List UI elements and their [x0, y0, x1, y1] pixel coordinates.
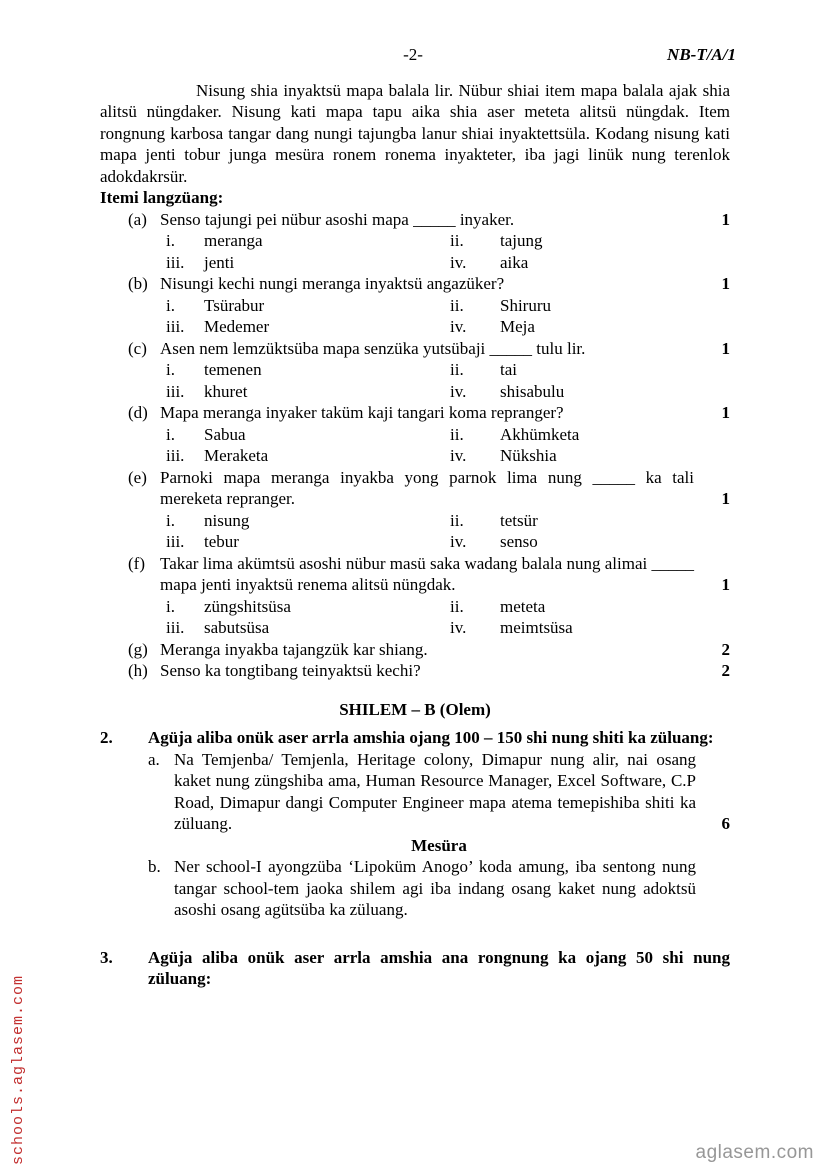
option-number: iii. — [166, 252, 185, 272]
question-number: 3. — [100, 947, 113, 967]
question-label: (h) — [128, 661, 148, 680]
question-text: Meranga inyakba tajangzük kar shiang. — [160, 639, 428, 659]
question-2 — [100, 727, 730, 921]
or-separator-label: Mesüra — [411, 835, 467, 855]
question-number: 2. — [100, 728, 113, 747]
option-number: iv. — [450, 446, 467, 465]
question-label: (b) — [128, 274, 148, 293]
question-label: (d) — [128, 403, 148, 422]
question-text: Takar lima akümtsü asoshi nübur masü saka wadang balala nung alimai _____ mapa jenti inyaktsü renema alitsü nüngdak. — [160, 553, 694, 594]
question-marks: 1 — [721, 338, 730, 358]
option-text: khuret — [204, 381, 248, 401]
option-number: iv. — [450, 381, 467, 401]
question-marks: 2 — [721, 661, 730, 680]
option-text: Nükshia — [500, 446, 557, 465]
part-a-heading: Itemi langzüang: — [100, 188, 224, 207]
bottom-right-watermark: aglasem.com — [695, 1141, 814, 1163]
option-number: i. — [166, 360, 175, 379]
option-number: iii. — [166, 317, 185, 336]
options-grid — [166, 230, 730, 273]
page-content — [100, 80, 730, 990]
option-text: Shiruru — [500, 295, 551, 315]
question-marks: 1 — [721, 575, 730, 594]
question-marks: 1 — [721, 274, 730, 293]
option-text: sabutsüsa — [204, 618, 270, 637]
option-number: iv. — [450, 252, 467, 272]
option-number: iii. — [166, 532, 185, 551]
intro-paragraph: Nisung shia inyaktsü mapa balala lir. Nübur shiai item mapa balala ajak shia alitsü nüngdaker. Nisung kati mapa tapu aika shia aser meteta alitsü nüngdak. Item rongnung karbosa tangar dang nungi tajungba lanur shiai inyaktettsüla. Kodang nisung kati mapa jenti tobur junga mesüra ronem ronema inyakteter, iba jagi linük nung terenlok adokdakrsür. — [100, 80, 730, 186]
paper-code: NB-T/A/1 — [667, 45, 736, 64]
option-text: Akhümketa — [500, 424, 580, 444]
option-number: i. — [166, 295, 175, 315]
options-grid — [166, 359, 730, 402]
options-grid — [166, 424, 730, 467]
sub-question-a — [148, 749, 730, 835]
option-number: iii. — [166, 446, 185, 465]
option-text: tetsür — [500, 510, 538, 530]
option-text: tai — [500, 360, 517, 379]
question-label: (f) — [128, 553, 145, 573]
question-row — [128, 639, 730, 661]
option-number: iv. — [450, 532, 467, 551]
question-prompt: Agüja aliba onük aser arrla amshia ana rongnung ka ojang 50 shi nung züluang: — [148, 947, 730, 988]
question-text: Asen nem lemzüktsüba mapa senzüka yutsübaji _____ tulu lir. — [160, 338, 586, 358]
option-text: Sabua — [204, 424, 246, 444]
question-prompt: Agüja aliba onük aser arrla amshia ojang 100 – 150 shi nung shiti ka züluang: — [148, 728, 714, 747]
option-text: züngshitsüsa — [204, 596, 291, 616]
option-number: ii. — [450, 360, 464, 379]
sub-question-text: Ner school-I ayongzüba ‘Lipoküm Anogo’ koda amung, iba sentong nung tangar school-tem jaoka shilem agi iba indang osang kaket nung adoktsü asoshi osang agütsüba ka züluang. — [174, 857, 696, 919]
option-text: temenen — [204, 360, 262, 379]
option-number: iii. — [166, 381, 185, 401]
question-row — [128, 338, 730, 360]
option-text: meimtsüsa — [500, 618, 573, 637]
question-label: (g) — [128, 639, 148, 659]
question-marks: 6 — [721, 814, 730, 833]
question-label: (e) — [128, 467, 147, 487]
option-number: ii. — [450, 596, 464, 616]
option-number: iv. — [450, 317, 467, 336]
question-label: (a) — [128, 209, 147, 229]
question-text: Senso tajungi pei nübur asoshi mapa _____ inyaker. — [160, 209, 515, 229]
question-row — [128, 553, 730, 596]
question-text: Senso ka tongtibang teinyaktsü kechi? — [160, 661, 421, 680]
option-number: ii. — [450, 295, 464, 315]
question-marks: 1 — [721, 489, 730, 508]
option-number: i. — [166, 231, 175, 250]
question-text: Nisungi kechi nungi meranga inyaktsü angazüker? — [160, 274, 505, 293]
option-text: nisung — [204, 510, 250, 530]
option-text: Medemer — [204, 317, 270, 336]
option-text: meteta — [500, 596, 546, 616]
question-row — [128, 209, 730, 231]
page-header — [0, 0, 826, 66]
option-text: tebur — [204, 532, 239, 551]
option-text: Tsürabur — [204, 295, 265, 315]
options-grid — [166, 596, 730, 639]
question-body — [148, 947, 730, 990]
option-text: Meja — [500, 317, 535, 336]
option-number: ii. — [450, 424, 464, 444]
part-b-heading: SHILEM – B (Olem) — [339, 699, 491, 719]
option-text: tajung — [500, 231, 543, 250]
option-number: iv. — [450, 618, 467, 637]
question-marks: 2 — [721, 639, 730, 659]
question-3 — [100, 947, 730, 990]
sub-question-b — [148, 856, 730, 921]
option-text: aika — [500, 252, 529, 272]
question-marks: 1 — [721, 209, 730, 229]
option-text: shisabulu — [500, 381, 565, 401]
question-text: Mapa meranga inyaker taküm kaji tangari koma repranger? — [160, 403, 564, 422]
question-body — [148, 727, 730, 921]
option-number: i. — [166, 596, 175, 616]
question-row — [128, 402, 730, 424]
sub-question-label: b. — [148, 857, 161, 876]
option-text: senso — [500, 532, 538, 551]
question-row — [128, 467, 730, 510]
option-number: ii. — [450, 510, 464, 530]
option-text: meranga — [204, 231, 263, 250]
page-number: -2- — [403, 45, 423, 64]
option-number: ii. — [450, 231, 464, 250]
question-text: Parnoki mapa meranga inyakba yong parnok lima nung _____ ka tali mereketa repranger. — [160, 467, 694, 508]
question-label: (c) — [128, 338, 147, 358]
option-number: i. — [166, 424, 175, 444]
sub-question-label: a. — [148, 749, 160, 769]
option-number: iii. — [166, 618, 185, 637]
left-watermark: schools.aglasem.com — [10, 974, 27, 1165]
options-grid — [166, 295, 730, 338]
question-marks: 1 — [721, 403, 730, 422]
question-row — [128, 273, 730, 295]
sub-question-text: Na Temjenba/ Temjenla, Heritage colony, Dimapur nung alir, nai osang kaket nung züngshiba ama, Human Resource Manager, Excel Software, C.P Road, Dimapur dangi Computer Engineer mapa atema temepishiba shiti ka züluang. — [174, 749, 696, 833]
options-grid — [166, 510, 730, 553]
option-text: jenti — [204, 252, 235, 272]
option-number: i. — [166, 510, 175, 530]
option-text: Meraketa — [204, 446, 269, 465]
question-row — [128, 660, 730, 682]
